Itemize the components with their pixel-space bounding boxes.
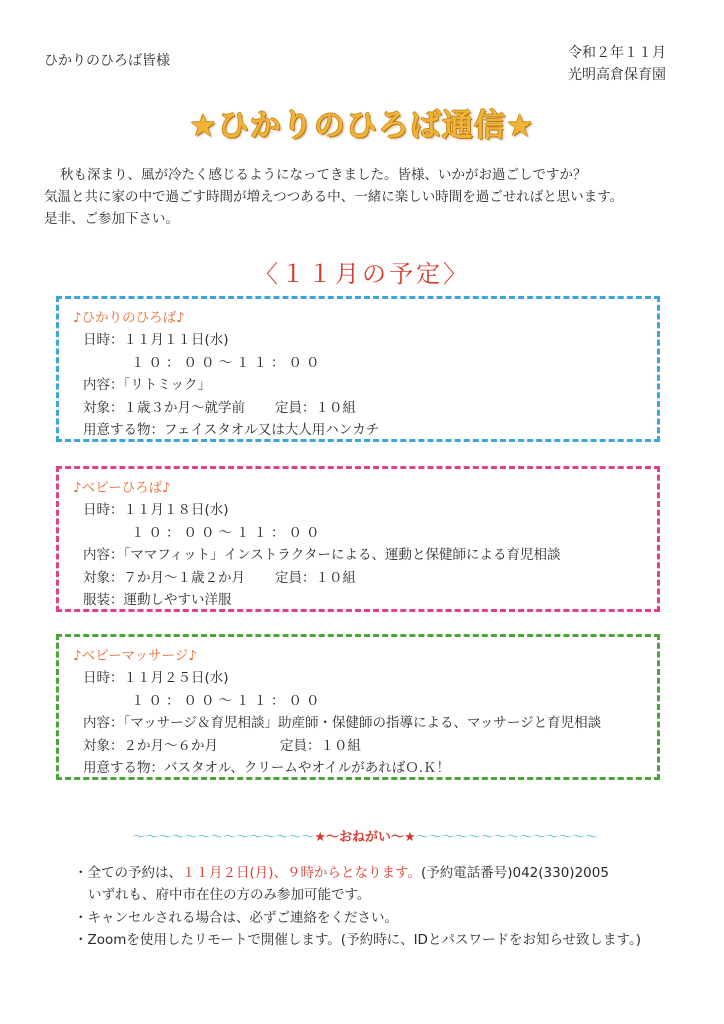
event-content: 内容：「リトミック」 xyxy=(83,377,211,394)
event-target-row xyxy=(73,397,643,419)
event-content: 内容：「マッサージ＆育児相談」助産師・保健師の指導による、マッサージと育児相談 xyxy=(83,715,602,732)
event-time: １０：００～１１：００ xyxy=(131,524,324,541)
request-label: ～おねがい～ xyxy=(325,830,404,845)
event-capacity: 定員：１０組 xyxy=(275,399,356,416)
event-target-row xyxy=(73,735,643,757)
request-divider xyxy=(70,826,660,845)
event-box-baby-massage xyxy=(56,634,660,780)
wave-decoration: ～～～～～～～～～～～～～～ xyxy=(132,830,315,845)
event-target: 対象：７か月～１歳２か月 xyxy=(83,569,245,586)
addressee: ひかりのひろば皆様 xyxy=(44,53,170,69)
star-icon: ★ xyxy=(506,108,535,144)
note-text: ・全ての予約は、 xyxy=(74,865,182,881)
intro-text xyxy=(44,164,684,230)
event-target: 対象：２か月～６か月 xyxy=(83,737,218,754)
event-clothing: 服装：運動しやすい洋服 xyxy=(83,592,232,609)
event-date: 日時：１１月２５日(水) xyxy=(83,670,229,687)
wave-decoration: ～～～～～～～～～～～～～～ xyxy=(415,830,598,845)
star-icon: ★ xyxy=(314,830,326,845)
event-box-baby-hiroba xyxy=(56,466,660,612)
notes-list xyxy=(74,862,674,952)
star-icon: ★ xyxy=(404,830,416,845)
event-capacity: 定員：１０組 xyxy=(275,569,356,586)
event-items: 用意する物：バスタオル、クリームやオイルがあればＯ.Ｋ！ xyxy=(83,760,451,777)
schedule-heading: 〈１１月の予定〉 xyxy=(254,260,470,288)
intro-line: 気温と共に家の中で過ごす時間が増えつつある中、一緒に楽しい時間を過ごせればと思います。 xyxy=(44,189,624,205)
reservation-start: １１月２日(月)、９時からとなります。 xyxy=(182,865,421,881)
organization-name: 光明高倉保育園 xyxy=(568,67,666,83)
event-target-row xyxy=(73,567,643,589)
event-items: 用意する物：フェイスタオル又は大人用ハンカチ xyxy=(83,422,380,439)
title-text: ひかりのひろば通信 xyxy=(218,108,506,144)
note-text: いずれも、府中市在住の方のみ参加可能です。 xyxy=(88,887,371,904)
event-time: １０：００～１１：００ xyxy=(131,692,324,709)
event-title: ♪ベビーマッサージ♪ xyxy=(73,648,197,664)
event-capacity: 定員：１０組 xyxy=(280,737,361,754)
event-title: ♪ひかりのひろば♪ xyxy=(73,310,185,326)
intro-line: 是非、ご参加下さい。 xyxy=(44,211,179,227)
star-icon: ★ xyxy=(189,108,218,144)
event-time: １０：００～１１：００ xyxy=(131,354,324,371)
intro-line: 秋も深まり、風が冷たく感じるようになってきました。皆様、いかがお過ごしですか？ xyxy=(60,167,587,183)
event-box-hikari-hiroba xyxy=(56,296,660,442)
reservation-phone: (予約電話番号)042(330)2005 xyxy=(420,865,609,881)
event-target: 対象：１歳３か月～就学前 xyxy=(83,399,245,416)
note-item xyxy=(74,862,674,884)
issue-date: 令和２年１１月 xyxy=(568,45,666,61)
date-block xyxy=(568,42,666,86)
note-item: ・キャンセルされる場合は、必ずご連絡をください。 xyxy=(74,909,398,926)
note-item: ・Zoomを使用したリモートで開催します。(予約時に、IDとパスワードをお知らせ致します。) xyxy=(74,932,641,949)
event-title: ♪ベビーひろば♪ xyxy=(73,480,171,496)
event-content: 内容：「ママフィット」インストラクターによる、運動と保健師による育児相談 xyxy=(83,547,561,564)
event-date: 日時：１１月１８日(水) xyxy=(83,502,229,519)
newsletter-title xyxy=(0,100,724,145)
event-date: 日時：１１月１１日(水) xyxy=(83,332,229,349)
